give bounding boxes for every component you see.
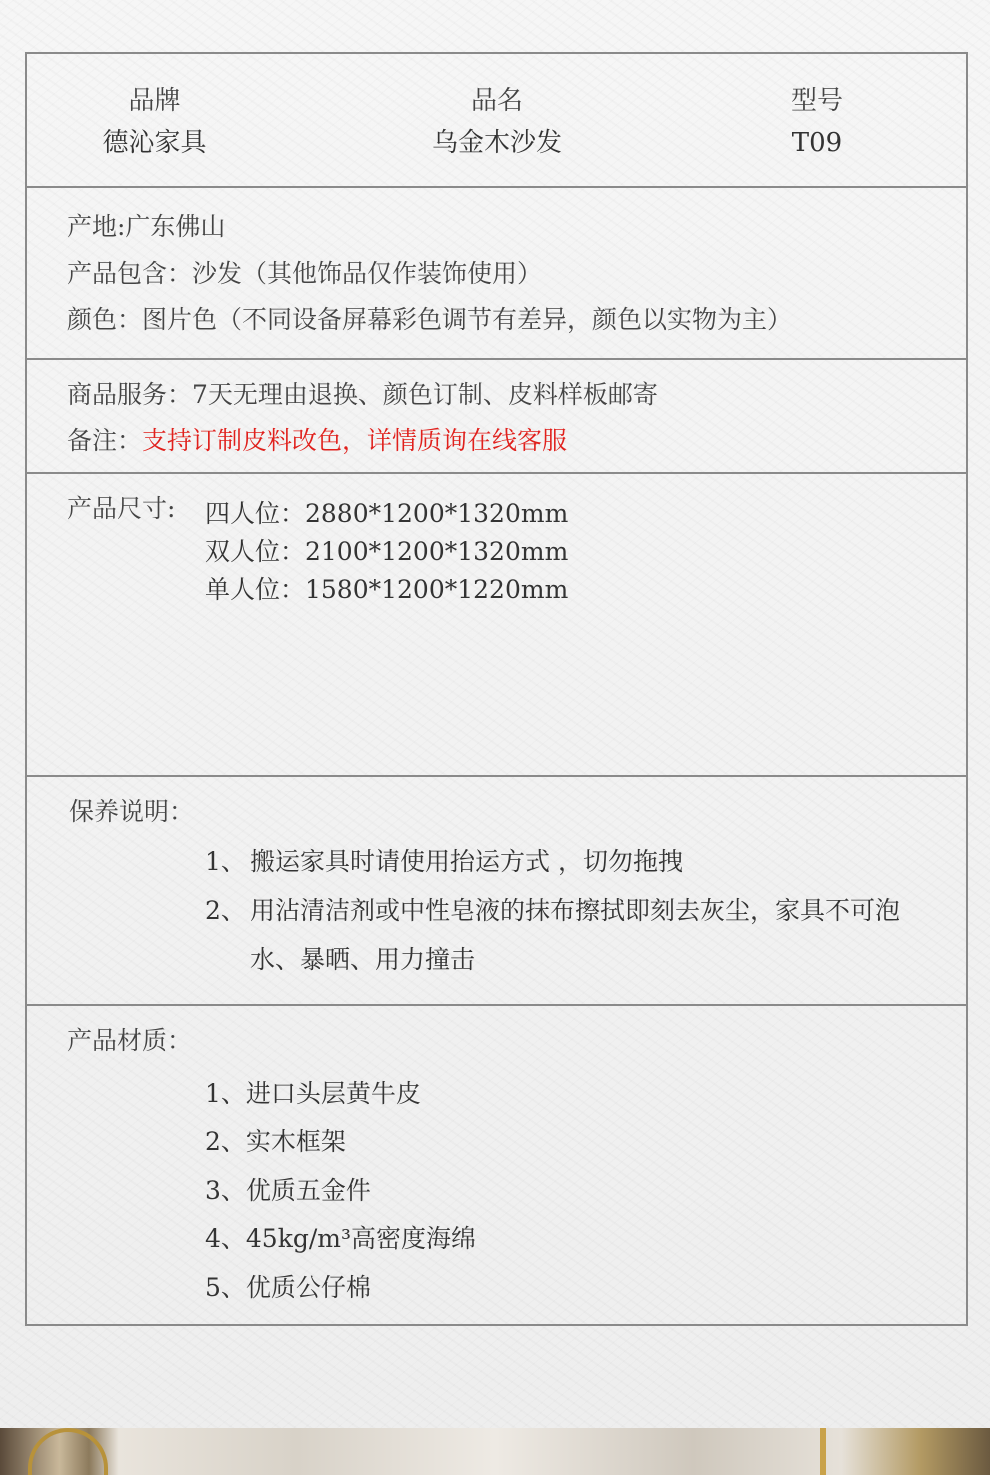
product-name-label: 品名 <box>470 86 523 116</box>
material-item: 1、进口头层黄牛皮 <box>205 1079 421 1108</box>
product-photo-strip <box>0 1428 990 1475</box>
brand-column <box>67 80 242 164</box>
size-label: 产品尺寸: <box>67 494 176 523</box>
brand-value: 德沁家具 <box>102 128 207 158</box>
gold-frame-decoration <box>820 1428 990 1475</box>
note-line <box>67 418 567 464</box>
material-label: 产品材质： <box>67 1026 193 1055</box>
care-label: 保养说明： <box>69 797 195 826</box>
size-section <box>27 474 966 777</box>
model-column <box>747 80 887 164</box>
care-item-text: 用沾清洁剂或中性皂液的抹布擦拭即刻去灰尘，家具不可泡水、暴晒、用力撞击 <box>250 896 901 974</box>
care-section <box>27 777 966 1006</box>
material-item: 2、实木框架 <box>205 1127 346 1156</box>
model-value: T09 <box>791 128 843 158</box>
care-item-text: 搬运家具时请使用抬运方式 ，切勿拖拽 <box>250 847 683 876</box>
note-label: 备注： <box>67 426 143 455</box>
size-item-single-seat: 单人位：1580*1200*1220mm <box>205 575 569 604</box>
material-section <box>27 1006 966 1326</box>
origin-section <box>27 188 966 360</box>
product-name-column <box>397 80 597 164</box>
material-item: 4、45kg/m³高密度海绵 <box>205 1224 477 1253</box>
size-item-four-seat: 四人位：2880*1200*1320mm <box>205 499 569 528</box>
service-line: 商品服务：7天无理由退换、颜色订制、皮料样板邮寄 <box>67 380 658 409</box>
mirror-frame-decoration <box>28 1428 108 1475</box>
care-item-number: 2、 <box>205 896 246 925</box>
origin-line: 产地:广东佛山 <box>67 212 226 241</box>
product-name-value: 乌金木沙发 <box>431 128 562 158</box>
color-line: 颜色：图片色（不同设备屏幕彩色调节有差异，颜色以实物为主） <box>67 305 793 334</box>
note-value: 支持订制皮料改色，详情质询在线客服 <box>142 426 568 455</box>
header-section <box>27 54 966 188</box>
service-section <box>27 360 966 474</box>
model-label: 型号 <box>790 86 843 116</box>
includes-line: 产品包含：沙发（其他饰品仅作装饰使用） <box>67 259 543 288</box>
material-item: 5、优质公仔棉 <box>205 1273 371 1302</box>
brand-label: 品牌 <box>128 86 181 116</box>
size-item-two-seat: 双人位：2100*1200*1320mm <box>205 537 569 566</box>
spec-table <box>25 52 968 1326</box>
material-item: 3、优质五金件 <box>205 1176 371 1205</box>
care-item-number: 1、 <box>205 847 246 876</box>
